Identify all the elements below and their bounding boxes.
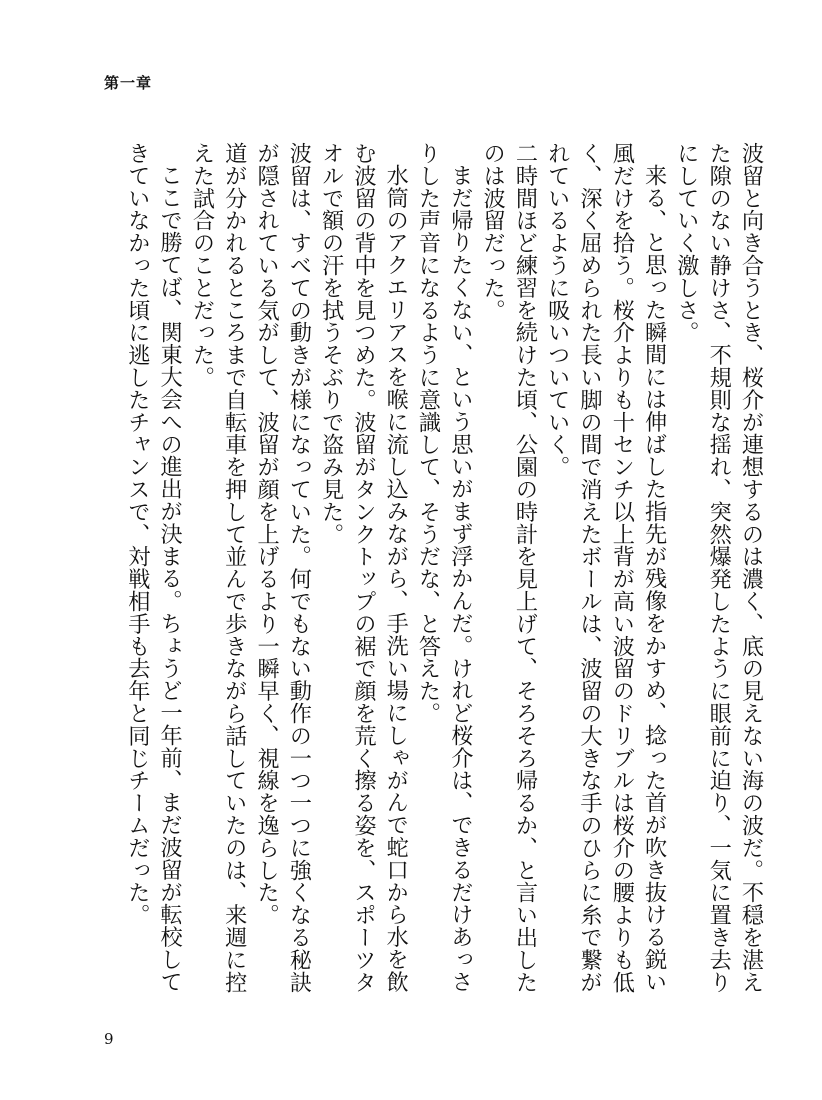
page-number: 9	[104, 1030, 114, 1048]
paragraph: 道が分かれるところまで自転車を押して並んで歩きながら話していたのは、来週に控えた試合のことだった。	[188, 142, 248, 994]
paragraph: 水筒のアクエリアスを喉に流し込みながら、手洗い場にしゃがんで蛇口から水を飲む波留の背中を見つめた。波留がタンクトップの裾で顔を荒く擦る姿を、スポーツタオルで額の汗を拭うそぶりで盗み見た。	[318, 142, 409, 994]
paragraph: 波留と向き合うとき、桜介が連想するのは濃く、底の見えない海の波だ。不穏を湛えた隙のない静けさ、不規則な揺れ、突然爆発したように眼前に迫り、一気に置き去りにしていく激しさ。	[673, 142, 764, 994]
paragraph: まだ帰りたくない、という思いがまず浮かんだ。けれど桜介は、できるだけあっさりした声音になるように意識して、そうだな、と答えた。	[415, 142, 474, 993]
body-text	[121, 142, 767, 1002]
chapter-label: 第一章	[104, 74, 153, 92]
paragraph: 波留は、すべての動きが様になっていた。何でもない動作の一つ一つに強くなる秘訣が隠されている気がして、波留が顔を上げるより一瞬早く、視線を逸らした。	[253, 142, 312, 994]
paragraph: 二時間ほど練習を続けた頃、公園の時計を見上げて、そろそろ帰るか、と言い出したのは波留だった。	[479, 142, 538, 994]
paragraph: ここで勝てば、関東大会への進出が決まる。ちょうど一年前、まだ波留が転校してきていなかった頃に逃したチャンスで、対戦相手も去年と同じチームだった。	[124, 142, 183, 993]
paragraph: 来る、と思った瞬間には伸ばした指先が残像をかすめ、捻った首が吹き抜ける鋭い風だけを拾う。桜介よりも十センチ以上背が高い波留のドリブルは桜介の腰よりも低く、深く屈められた長い脚の間で消えたボールは、波留の大きな手のひらに糸で繋がれているように吸いついていく。	[544, 142, 668, 994]
